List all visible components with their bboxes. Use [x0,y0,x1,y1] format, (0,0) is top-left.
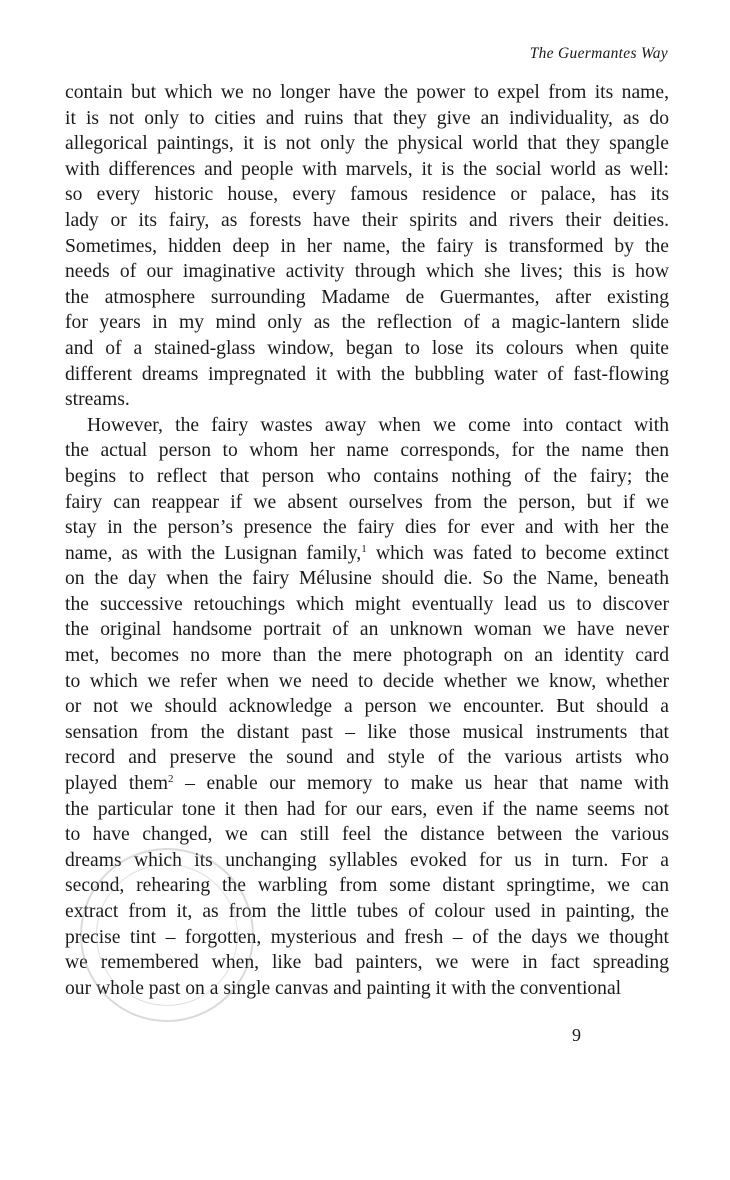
text-line: sensation from the distant past – like those musical instruments that [65,721,669,743]
text-line: for years in my mind only as the reflection of a magic-lantern slide [65,312,669,334]
text-line: lady or its fairy, as forests have their spirits and rivers their deities. [65,209,669,231]
text-line: the actual person to whom her name corresponds, for the name then [65,440,669,462]
text-line: needs of our imaginative activity through which she lives; this is how [65,261,669,283]
paragraph [65,80,669,413]
footnote-marker[interactable]: 2 [168,773,174,786]
text-line: second, rehearing the warbling from some distant springtime, we can [65,875,669,897]
text-line: stay in the person’s presence the fairy dies for ever and with her the [65,517,669,539]
running-head: The Guermantes Way [529,45,668,62]
text-line: streams. [65,389,130,411]
text-line: record and preserve the sound and style of the various artists who [65,747,669,769]
text-line: the successive retouchings which might eventually lead us to discover [65,593,669,615]
text-line: to which we refer when we need to decide whether we know, whether [65,670,669,692]
text-line: it is not only to cities and ruins that they give an individuality, as do [65,107,669,129]
text-line: fairy can reappear if we absent ourselves from the person, but if we [65,491,669,513]
text-line: contain but which we no longer have the power to expel from its name, [65,82,669,103]
text-line: with differences and people with marvels, it is the social world as well: [65,158,669,180]
paragraph [65,413,669,1002]
text-line: allegorical paintings, it is not only the physical world that they spangle [65,133,669,155]
text-line: dreams which its unchanging syllables evoked for us in turn. For a [65,849,669,871]
text-line: different dreams impregnated it with the bubbling water of fast-flowing [65,363,669,385]
page-number: 9 [572,1025,581,1045]
text-line: the atmosphere surrounding Madame de Guermantes, after existing [65,286,669,308]
text-line: begins to reflect that person who contains nothing of the fairy; the [65,465,669,487]
text-line: or not we should acknowledge a person we encounter. But should a [65,696,669,718]
footnote-marker[interactable]: 1 [361,542,367,555]
text-line: we remembered when, like bad painters, we were in fact spreading [65,952,669,974]
text-line: precise tint – forgotten, mysterious and fresh – of the days we thought [65,926,669,948]
text-line: and of a stained-glass window, began to lose its colours when quite [65,337,669,359]
text-line: to have changed, we can still feel the distance between the various [65,824,669,846]
body-text [65,80,669,1001]
text-line: extract from it, as from the little tubes of colour used in painting, the [65,901,669,922]
text-line: name, as with the Lusignan family,$^1$ which was fated to become extinct [65,542,670,564]
text-line: played them$^2$ – enable our memory to make us hear that name with [65,773,669,795]
text-line: Sometimes, hidden deep in her name, the fairy is transformed by the [65,235,669,257]
text-line: met, becomes no more than the mere photograph on an identity card [65,645,669,667]
text-line: so every historic house, every famous residence or palace, has its [65,184,669,206]
text-line: on the day when the fairy Mélusine should die. So the Name, beneath [65,568,669,590]
text-line: the particular tone it then had for our ears, even if the name seems not [65,798,669,820]
text-line: our whole past on a single canvas and painting it with the conventional [65,977,622,999]
text-line: the original handsome portrait of an unknown woman we have never [65,619,669,641]
text-line: However, the fairy wastes away when we come into contact with [87,414,669,436]
